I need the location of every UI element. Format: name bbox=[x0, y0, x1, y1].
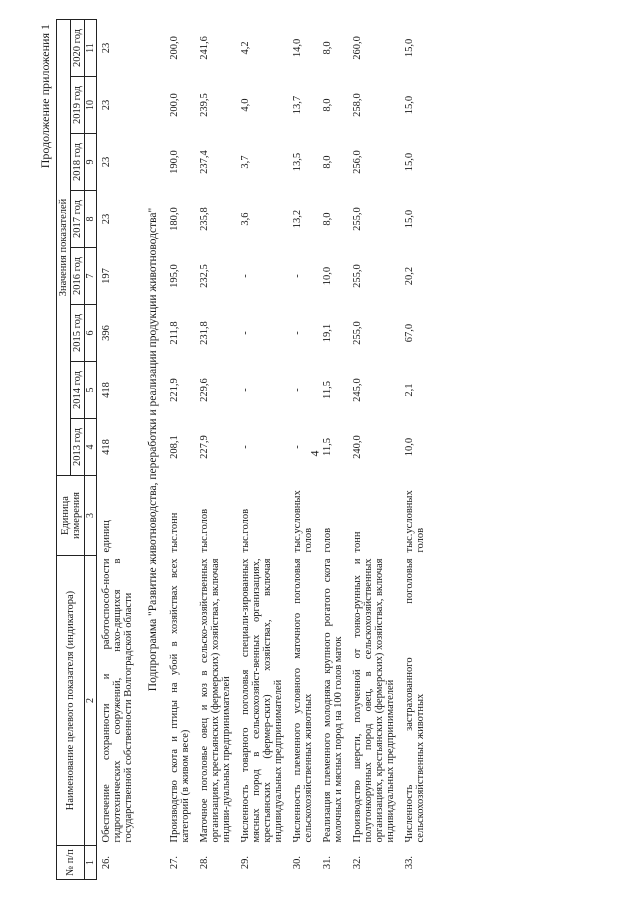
column-number: 11 bbox=[85, 19, 97, 76]
row-num: 26. bbox=[101, 855, 112, 870]
row-value: 180,0 bbox=[169, 207, 180, 231]
row-value: 240,0 bbox=[352, 435, 363, 459]
row-num: 27. bbox=[169, 855, 180, 870]
row-num: 31. bbox=[322, 855, 333, 870]
row-value: 396 bbox=[101, 325, 112, 341]
table-row bbox=[165, 19, 195, 879]
table-row bbox=[288, 19, 318, 879]
table-row bbox=[400, 19, 430, 879]
row-value: 15,0 bbox=[404, 209, 415, 229]
row-value: 255,0 bbox=[352, 321, 363, 345]
table-row bbox=[348, 19, 400, 879]
table-row bbox=[318, 19, 348, 879]
row-value: 4,2 bbox=[240, 41, 251, 55]
row-value: 2,1 bbox=[404, 383, 415, 397]
row-value: 229,6 bbox=[199, 378, 210, 402]
row-value: - bbox=[292, 388, 303, 392]
row-value: 200,0 bbox=[169, 36, 180, 60]
continuation-note: Продолжение приложения 1 bbox=[38, 24, 52, 169]
row-indicator: Численность племенного условного маточного поголовья сельскохозяйственных животных bbox=[292, 558, 314, 843]
row-value: 197 bbox=[101, 268, 112, 284]
column-number: 8 bbox=[85, 191, 97, 248]
row-value: 23 bbox=[101, 99, 112, 111]
row-value: 13,7 bbox=[292, 95, 303, 115]
row-num: 29. bbox=[240, 855, 251, 870]
row-value: 256,0 bbox=[352, 150, 363, 174]
header-unit: Единица измерения bbox=[57, 476, 85, 556]
row-value: 195,0 bbox=[169, 264, 180, 288]
row-value: - bbox=[240, 445, 251, 449]
row-value: 241,6 bbox=[199, 36, 210, 60]
subprogram-row bbox=[138, 19, 165, 879]
row-value: - bbox=[240, 274, 251, 278]
row-num: 33. bbox=[404, 855, 415, 870]
row-value: 19,1 bbox=[322, 323, 333, 343]
row-value: 190,0 bbox=[169, 150, 180, 174]
row-value: 10,0 bbox=[404, 437, 415, 457]
row-value: 8,0 bbox=[322, 155, 333, 169]
row-indicator: Маточное поголовье овец и коз в сельско-хозяйственных организациях, крестьянских (фермерских) хозяйствах, включая индиви-дуальных предпринимателей bbox=[199, 558, 232, 843]
row-value: 14,0 bbox=[292, 38, 303, 58]
column-number: 5 bbox=[85, 362, 97, 419]
table-row bbox=[97, 19, 139, 879]
header-values-group: Значения показателей bbox=[57, 19, 71, 475]
page-number: 4 bbox=[307, 450, 322, 457]
row-value: 8,0 bbox=[322, 212, 333, 226]
subprogram-title: Подпрограмма "Развитие животноводства, переработки и реализации продукции животноводства" bbox=[147, 207, 159, 692]
column-number: 2 bbox=[85, 556, 97, 846]
table-row bbox=[236, 19, 288, 879]
indicators-table bbox=[56, 19, 430, 880]
table-body bbox=[97, 19, 431, 879]
row-value: 3,7 bbox=[240, 155, 251, 169]
row-unit: тыс.условных голов bbox=[404, 490, 426, 553]
row-unit: голов bbox=[322, 527, 333, 553]
row-value: - bbox=[240, 388, 251, 392]
column-number: 1 bbox=[85, 846, 97, 880]
row-value: 23 bbox=[101, 42, 112, 54]
row-indicator: Обеспечение сохранности и работоспособ-ности гидротехнических сооружений, нахо-дящихся в государственной собственности Волгоградской области bbox=[101, 558, 134, 843]
row-value: 13,5 bbox=[292, 152, 303, 172]
header-year: 2020 год bbox=[71, 19, 85, 76]
row-value: 255,0 bbox=[352, 207, 363, 231]
row-value: 245,0 bbox=[352, 378, 363, 402]
column-numbers-row bbox=[85, 19, 97, 879]
row-value: 231,8 bbox=[199, 321, 210, 345]
row-indicator: Производство шерсти, полученной от тонко-рунных и полутонкорунных пород овец, в сельскохозяйственных организациях, крестьянских (фермерских) хозяйствах, включая индивидуальных предпринимателей bbox=[352, 558, 396, 843]
header-year: 2014 год bbox=[71, 362, 85, 419]
header-year: 2015 год bbox=[71, 305, 85, 362]
row-unit: тыс.условных голов bbox=[292, 490, 314, 553]
row-value: 15,0 bbox=[404, 38, 415, 58]
row-value: 8,0 bbox=[322, 41, 333, 55]
row-value: 221,9 bbox=[169, 378, 180, 402]
row-value: 208,1 bbox=[169, 435, 180, 459]
row-indicator: Численность застрахованного поголовья сельскохозяйственных животных bbox=[404, 558, 426, 843]
row-value: 15,0 bbox=[404, 95, 415, 115]
row-value: 23 bbox=[101, 156, 112, 168]
header-name: Наименование целевого показателя (индикатора) bbox=[57, 556, 85, 846]
row-value: 20,2 bbox=[404, 266, 415, 286]
row-value: 227,9 bbox=[199, 435, 210, 459]
row-value: 11,5 bbox=[322, 438, 333, 456]
row-unit: тонн bbox=[352, 531, 363, 553]
column-number: 6 bbox=[85, 305, 97, 362]
row-num: 30. bbox=[292, 855, 303, 870]
row-value: 418 bbox=[101, 382, 112, 398]
row-value: 8,0 bbox=[322, 98, 333, 112]
row-value: 211,8 bbox=[169, 321, 180, 345]
row-value: 200,0 bbox=[169, 93, 180, 117]
row-value: - bbox=[292, 331, 303, 335]
row-value: 255,0 bbox=[352, 264, 363, 288]
header-year: 2017 год bbox=[71, 191, 85, 248]
row-value: 260,0 bbox=[352, 36, 363, 60]
row-num: 32. bbox=[352, 855, 363, 870]
row-unit: тыс.голов bbox=[240, 508, 251, 553]
row-value: 232,5 bbox=[199, 264, 210, 288]
column-number: 7 bbox=[85, 248, 97, 305]
row-value: 239,5 bbox=[199, 93, 210, 117]
row-value: 235,8 bbox=[199, 207, 210, 231]
row-value: - bbox=[292, 274, 303, 278]
header-num: № п/п bbox=[57, 846, 85, 880]
row-unit: единиц bbox=[101, 520, 112, 553]
column-number: 9 bbox=[85, 134, 97, 191]
row-unit: тыс.голов bbox=[199, 508, 210, 553]
column-number: 3 bbox=[85, 476, 97, 556]
column-number: 4 bbox=[85, 419, 97, 476]
row-num: 28. bbox=[199, 855, 210, 870]
row-value: 11,5 bbox=[322, 381, 333, 399]
header-year: 2018 год bbox=[71, 134, 85, 191]
row-value: 237,4 bbox=[199, 150, 210, 174]
row-value: 15,0 bbox=[404, 152, 415, 172]
row-value: 67,0 bbox=[404, 323, 415, 343]
row-value: 23 bbox=[101, 213, 112, 225]
column-number: 10 bbox=[85, 77, 97, 134]
row-indicator: Численность товарного поголовья специали-зированных мясных пород в сельскохозяйст-венных организациях, крестьянских (фермер-ских) хозяйствах, включая индивидуальных предпринимателей bbox=[240, 558, 284, 843]
row-value: 13,2 bbox=[292, 209, 303, 229]
header-year: 2016 год bbox=[71, 248, 85, 305]
row-value: 10,0 bbox=[322, 266, 333, 286]
row-value: 3,6 bbox=[240, 212, 251, 226]
row-indicator: Производство скота и птицы на убой в хозяйствах всех категорий (в живом весе) bbox=[169, 558, 191, 843]
row-value: 258,0 bbox=[352, 93, 363, 117]
row-value: 4,0 bbox=[240, 98, 251, 112]
row-indicator: Реализация племенного молодняка крупного рогатого скота молочных и мясных пород на 100 голов маток bbox=[322, 558, 344, 843]
header-year: 2019 год bbox=[71, 77, 85, 134]
row-value: - bbox=[240, 331, 251, 335]
rotated-page bbox=[30, 20, 640, 880]
row-value: - bbox=[292, 445, 303, 449]
row-value: 418 bbox=[101, 439, 112, 455]
row-unit: тыс.тонн bbox=[169, 512, 180, 553]
header-year: 2013 год bbox=[71, 419, 85, 476]
table-row bbox=[195, 19, 236, 879]
